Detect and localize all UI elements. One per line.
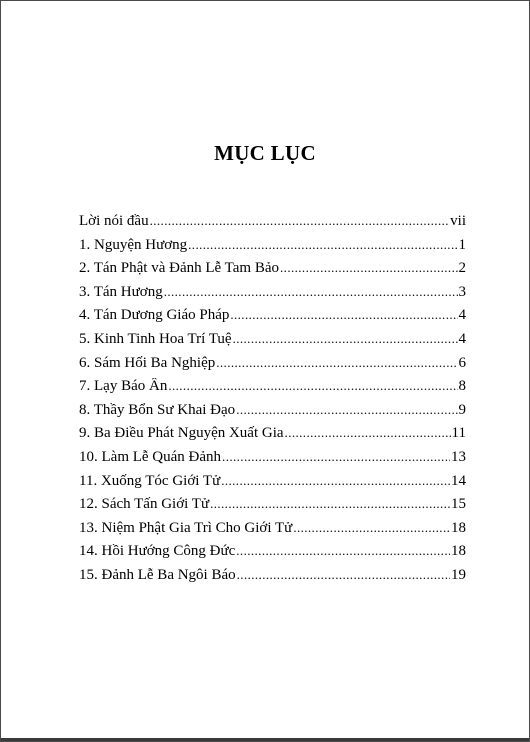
page-title: MỤC LỤC xyxy=(214,141,316,165)
toc-entry-title: 6. Sám Hối Ba Nghiệp xyxy=(79,354,216,371)
toc-entry-page: 14 xyxy=(451,472,466,489)
toc-entry xyxy=(79,543,466,567)
toc-leader-dots xyxy=(222,449,450,465)
toc-entry-page: 8 xyxy=(458,378,466,395)
toc-entry xyxy=(79,520,466,544)
toc-entry-title: 12. Sách Tấn Giới Tử xyxy=(79,496,210,513)
toc-entry xyxy=(79,260,466,284)
toc-entry-title: 5. Kinh Tinh Hoa Trí Tuệ xyxy=(79,330,232,347)
toc-entry-title: 8. Thầy Bổn Sư Khai Đạo xyxy=(79,401,236,418)
toc-leader-dots xyxy=(221,473,450,489)
toc-entry-title: 2. Tán Phật và Đảnh Lễ Tam Bảo xyxy=(79,260,280,277)
toc-entry xyxy=(79,355,466,379)
toc-entry-title: 1. Nguyện Hương xyxy=(79,236,188,253)
toc-entry-title: 11. Xuống Tóc Giới Tử xyxy=(79,472,221,489)
toc-leader-dots xyxy=(285,425,451,441)
toc-entry xyxy=(79,284,466,308)
toc-entry xyxy=(79,496,466,520)
toc-entry-page: 13 xyxy=(451,448,466,465)
toc-entry-page: 15 xyxy=(451,496,466,513)
toc-leader-dots xyxy=(216,355,457,371)
toc-entry xyxy=(79,449,466,473)
toc-leader-dots xyxy=(210,496,450,512)
toc-entry-page: 6 xyxy=(458,354,466,371)
toc-entry-page: vii xyxy=(450,213,466,229)
toc-leader-dots xyxy=(237,567,450,583)
toc-leader-dots xyxy=(236,543,450,559)
toc-entry-page: 19 xyxy=(451,566,466,583)
toc-entry-title: 9. Ba Điều Phát Nguyện Xuất Gia xyxy=(79,425,284,442)
toc-entry-title: 10. Làm Lễ Quán Đảnh xyxy=(79,448,222,465)
table-of-contents xyxy=(79,213,466,591)
toc-entry xyxy=(79,402,466,426)
toc-entry-title: 3. Tán Hương xyxy=(79,283,163,300)
toc-entry-page: 4 xyxy=(458,330,466,347)
toc-entry-page: 18 xyxy=(451,519,466,536)
toc-entry-title: Lời nói đầu xyxy=(79,213,149,229)
toc-entry-page: 11 xyxy=(451,425,466,442)
toc-leader-dots xyxy=(164,284,458,300)
toc-entry-page: 18 xyxy=(451,543,466,560)
toc-entry-title: 4. Tán Dương Giáo Pháp xyxy=(79,307,230,324)
toc-leader-dots xyxy=(168,378,457,394)
toc-entry-title: 15. Đảnh Lễ Ba Ngôi Báo xyxy=(79,566,236,583)
toc-leader-dots xyxy=(150,213,450,229)
toc-entry xyxy=(79,237,466,261)
toc-leader-dots xyxy=(233,331,458,347)
toc-entry-page: 1 xyxy=(458,236,466,253)
toc-entry-title: 13. Niệm Phật Gia Trì Cho Giới Tử xyxy=(79,519,293,536)
toc-entry xyxy=(79,473,466,497)
toc-entry xyxy=(79,213,466,237)
toc-entry xyxy=(79,378,466,402)
toc-entry xyxy=(79,307,466,331)
toc-leader-dots xyxy=(230,307,457,323)
toc-leader-dots xyxy=(293,520,450,536)
toc-entry-page: 3 xyxy=(458,283,466,300)
toc-entry-page: 4 xyxy=(458,307,466,324)
toc-entry xyxy=(79,567,466,591)
toc-entry-title: 7. Lạy Báo Ân xyxy=(79,378,168,395)
toc-leader-dots xyxy=(188,237,457,253)
toc-entry-title: 14. Hồi Hướng Công Đức xyxy=(79,543,236,560)
toc-leader-dots xyxy=(236,402,457,418)
toc-entry-page: 2 xyxy=(458,260,466,277)
toc-entry xyxy=(79,331,466,355)
toc-leader-dots xyxy=(280,260,457,276)
toc-entry xyxy=(79,425,466,449)
toc-entry-page: 9 xyxy=(458,401,466,418)
